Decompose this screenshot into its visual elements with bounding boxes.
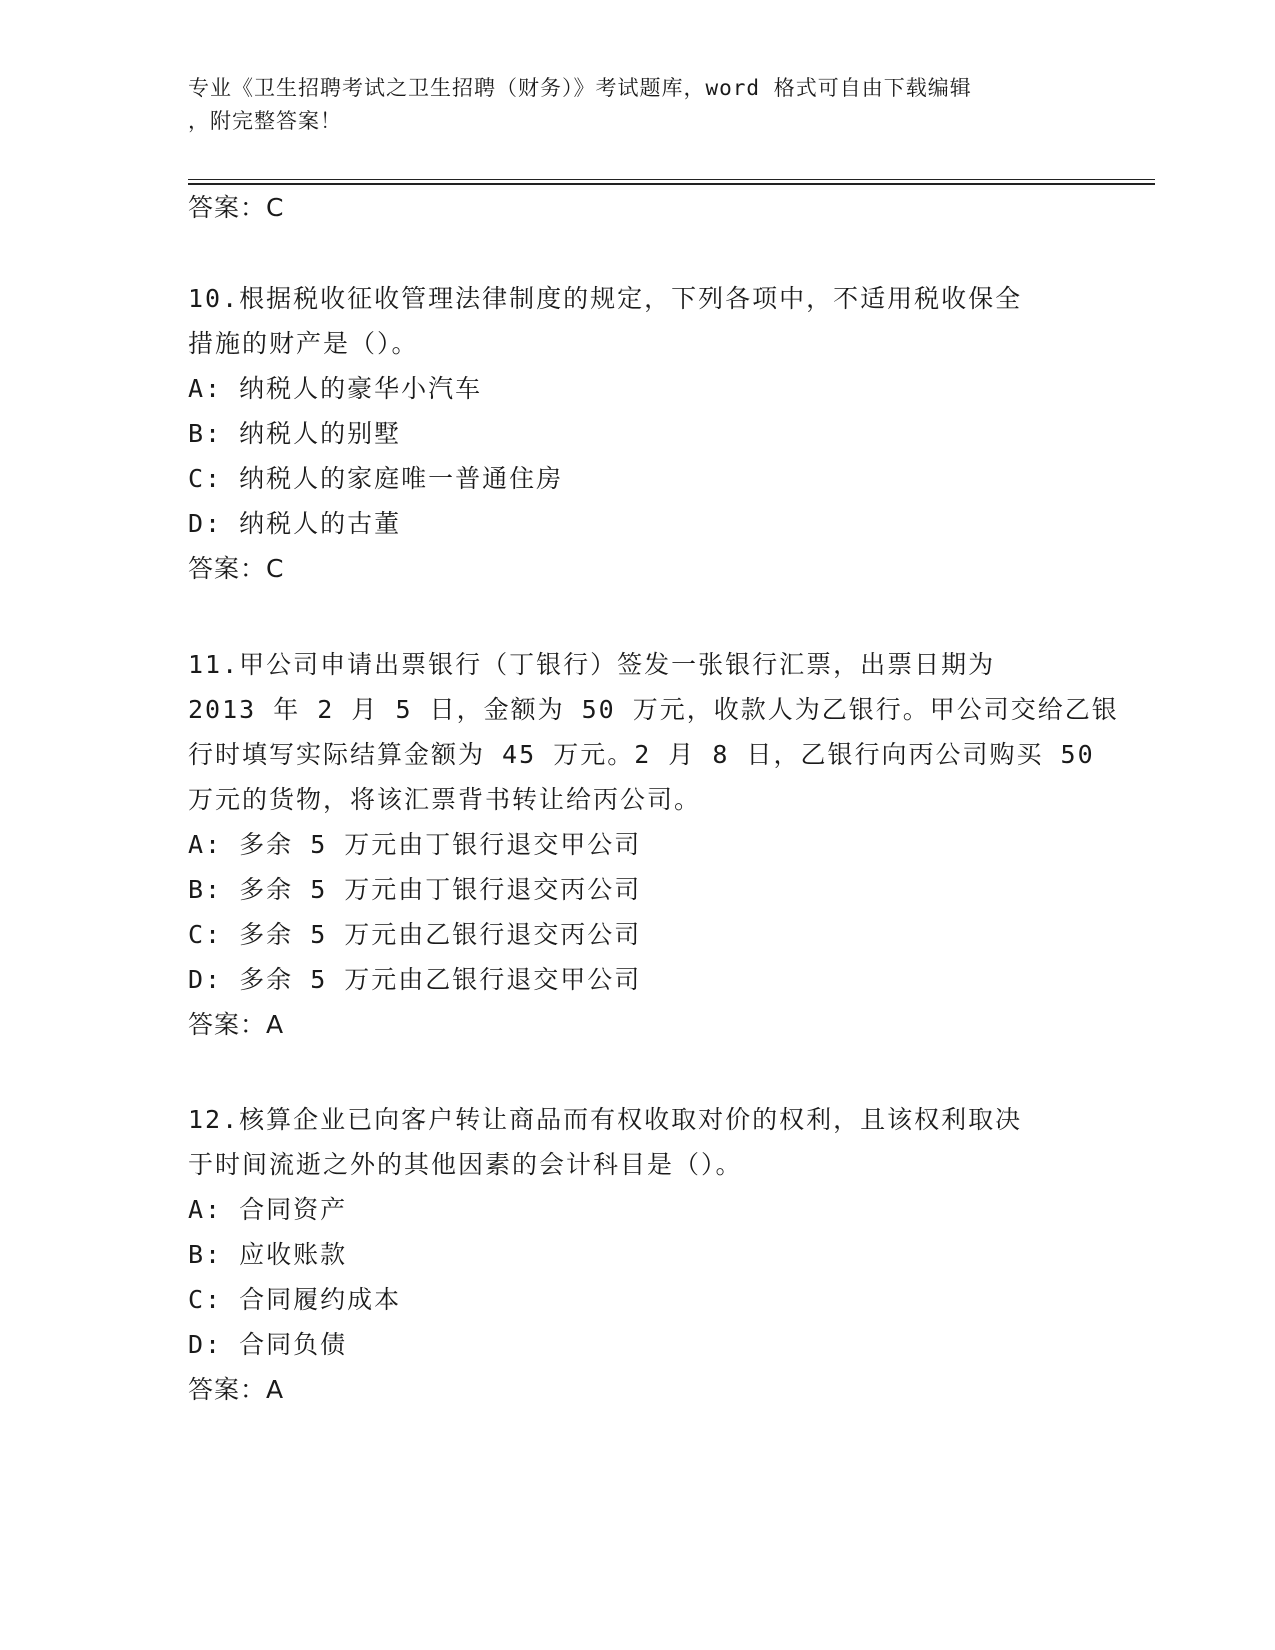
question-11 — [188, 642, 1119, 1047]
option-a: A: 纳税人的豪华小汽车 — [188, 374, 483, 403]
option-b: B: 应收账款 — [188, 1240, 348, 1269]
previous-answer-block — [188, 185, 1088, 230]
question-stem-line: 于时间流逝之外的其他因素的会计科目是（）。 — [188, 1150, 743, 1179]
question-stem-line: 行时填写实际结算金额为 45 万元。2 月 8 日，乙银行向丙公司购买 50 — [188, 740, 1095, 769]
question-stem-line: 12.核算企业已向客户转让商品而有权收取对价的权利，且该权利取决 — [188, 1105, 1023, 1134]
option-c: C: 纳税人的家庭唯一普通住房 — [188, 464, 564, 493]
header-line-2: ，附完整答案！ — [188, 109, 342, 133]
question-stem-line: 11.甲公司申请出票银行（丁银行）签发一张银行汇票，出票日期为 — [188, 650, 996, 679]
document-header — [188, 72, 1068, 138]
question-stem-line: 措施的财产是（）。 — [188, 329, 419, 358]
answer-label: 答案：C — [188, 193, 285, 222]
option-d: D: 多余 5 万元由乙银行退交甲公司 — [188, 965, 642, 994]
header-rule-thin — [188, 179, 1155, 180]
question-stem-line: 10.根据税收征收管理法律制度的规定，下列各项中，不适用税收保全 — [188, 284, 1023, 313]
header-line-1: 专业《卫生招聘考试之卫生招聘（财务）》考试题库，word 格式可自由下载编辑 — [188, 76, 972, 100]
question-10 — [188, 276, 1088, 591]
option-c: C: 多余 5 万元由乙银行退交丙公司 — [188, 920, 642, 949]
question-stem-line: 2013 年 2 月 5 日，金额为 50 万元，收款人为乙银行。甲公司交给乙银 — [188, 695, 1119, 724]
option-b: B: 多余 5 万元由丁银行退交丙公司 — [188, 875, 642, 904]
answer-label: 答案：A — [188, 1375, 285, 1404]
option-d: D: 纳税人的古董 — [188, 509, 402, 538]
question-stem-line: 万元的货物，将该汇票背书转让给丙公司。 — [188, 785, 702, 814]
option-a: A: 多余 5 万元由丁银行退交甲公司 — [188, 830, 642, 859]
option-a: A: 合同资产 — [188, 1195, 348, 1224]
option-c: C: 合同履约成本 — [188, 1285, 402, 1314]
question-12 — [188, 1097, 1088, 1412]
option-d: D: 合同负债 — [188, 1330, 348, 1359]
answer-label: 答案：C — [188, 554, 285, 583]
option-b: B: 纳税人的别墅 — [188, 419, 402, 448]
answer-label: 答案：A — [188, 1010, 285, 1039]
